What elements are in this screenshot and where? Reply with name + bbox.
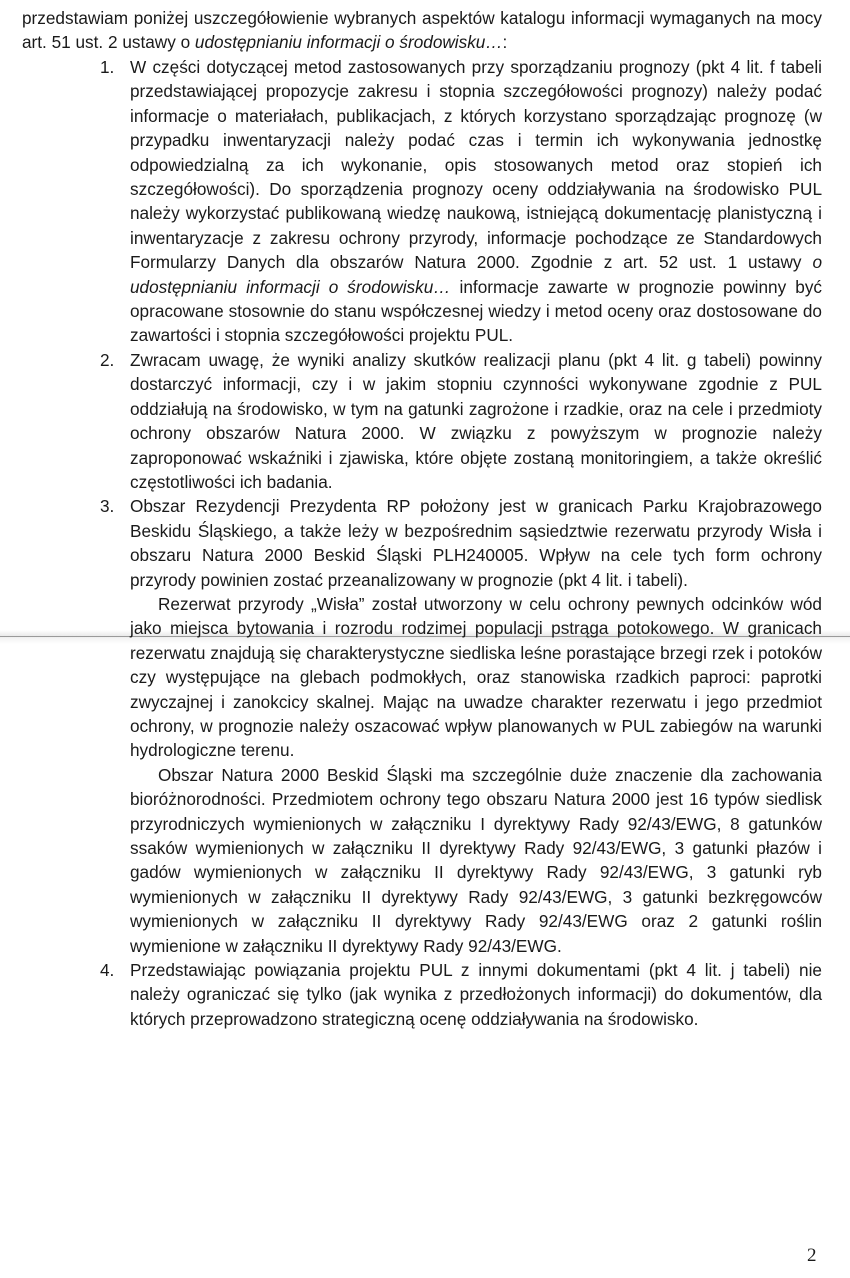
item-1-text-a: W części dotyczącej metod zastosowanych przy sporządzaniu prognozy (pkt 4 lit. f tabeli przedstawiającej propozycje zakresu i stopnia szczegółowości prognozy) należy podać informacje o materiałach, publikacjach, z których korzystano sporządzając prognozę (w przypadku inwentaryzacji należy podać czas i termin ich wykonywania jednostkę odpowiedzialną za ich wykonanie, opis stosowanych metod oraz stopień ich szczegółowości). Do sporządzenia prognozy oceny oddziaływania na środowisko PUL należy wykorzystać publikowaną wiedzę naukową, istniejącą dokumentację planistyczną i inwentaryzacje z zakresu ochrony przyrody, informacje pochodzące ze Standardowych Formularzy Danych dla obszarów Natura 2000. Zgodnie z art. 52 ust. 1 ustawy	[130, 57, 822, 273]
list-item-1	[0, 55, 822, 348]
item-1-paragraph	[130, 55, 822, 348]
list-number: 2.	[100, 349, 115, 370]
intro-act-title: udostępnianiu informacji o środowisku…	[194, 32, 503, 53]
list-item-3	[0, 494, 822, 958]
item-3-paragraph-3: Obszar Natura 2000 Beskid Śląski ma szczególnie duże znaczenie dla zachowania bioróżnorodności. Przedmiotem ochrony tego obszaru Natura 2000 jest 16 typów siedlisk przyrodniczych wymienionych w załączniku I dyrektywy Rady 92/43/EWG, 8 gatunków ssaków wymienionych w załączniku II dyrektywy Rady 92/43/EWG, 3 gatunki płazów i gadów wymienionych w załączniku II dyrektywy Rady 92/43/EWG, 3 gatunki ryb wymienionych w załączniku II dyrektywy Rady 92/43/EWG, 3 gatunki bezkręgowców wymienionych w załączniku II dyrektywy Rady 92/43/EWG oraz 2 gatunki roślin wymienione w załączniku II dyrektywy Rady 92/43/EWG.	[130, 764, 822, 956]
item-3-paragraph-1: Obszar Rezydencji Prezydenta RP położony jest w granicach Parku Krajobrazowego Beskidu Śląskiego, a także leży w bezpośrednim sąsiedztwie rezerwatu przyrody Wisła i obszaru Natura 2000 Beskid Śląski PLH240005. Wpływ na cele tych form ochrony przyrody powinien zostać przeanalizowany w prognozie (pkt 4 lit. i tabeli).	[130, 496, 822, 590]
item-4-paragraph: Przedstawiając powiązania projektu PUL z innymi dokumentami (pkt 4 lit. j tabeli) nie należy ograniczać się tylko (jak wynika z przedłożonych informacji) do dokumentów, dla których przeprowadzono strategiczną ocenę oddziaływania na środowisko.	[130, 960, 822, 1029]
item-1-text-b: informacje zawarte w prognozie powinny być opracowane stosownie do stanu współczesnej wiedzy i metod oceny oraz dostosowane do zawartości i stopnia szczegółowości projektu PUL.	[130, 276, 823, 346]
numbered-list	[0, 55, 850, 1031]
item-1-act-title: o udostępnianiu informacji o środowisku…	[130, 252, 822, 297]
list-number: 3.	[100, 496, 115, 517]
page-number: 2	[807, 1245, 817, 1266]
list-number: 4.	[100, 960, 115, 981]
list-item-2	[0, 348, 822, 494]
item-2-paragraph: Zwracam uwagę, że wyniki analizy skutków realizacji planu (pkt 4 lit. g tabeli) powinny dostarczyć informacji, czy i w jakim stopniu czynności wykonywane zgodnie z PUL oddziałują na środowisko, w tym na gatunki zagrożone i rzadkie, oraz na cele i przedmioty ochrony obszarów Natura 2000. W związku z powyższym w prognozie należy zaproponować wskaźniki i zjawiska, które objęte zostaną monitoringiem, a także określić częstotliwości ich badania.	[130, 349, 822, 492]
intro-paragraph	[22, 6, 822, 55]
item-3-paragraph-2: Rezerwat przyrody „Wisła” został utworzony w celu ochrony pewnych odcinków wód jako miejsca bytowania i rozrodu rodzimej populacji pstrąga potokowego. W granicach rezerwatu znajdują się charakterystyczne siedliska leśne porastające brzegi rzek i potoków czy występujące na glebach podmokłych, oraz stanowiska rzadkich paproci: paprotki zwyczajnej i zanokcicy skalnej. Mając na uwadze charakter rezerwatu i jego przedmiot ochrony, w prognozie należy oszacować wpływ planowanych w PUL zabiegów na warunki hydrologiczne terenu.	[130, 593, 822, 761]
list-item-4	[0, 958, 822, 1031]
intro-text-end: :	[502, 32, 508, 53]
list-number: 1.	[100, 57, 115, 77]
intro-text-start: przedstawiam poniżej uszczegółowienie wybranych aspektów katalogu informacji wymaganych na mocy art. 51 ust. 2 ustawy o	[22, 8, 822, 53]
